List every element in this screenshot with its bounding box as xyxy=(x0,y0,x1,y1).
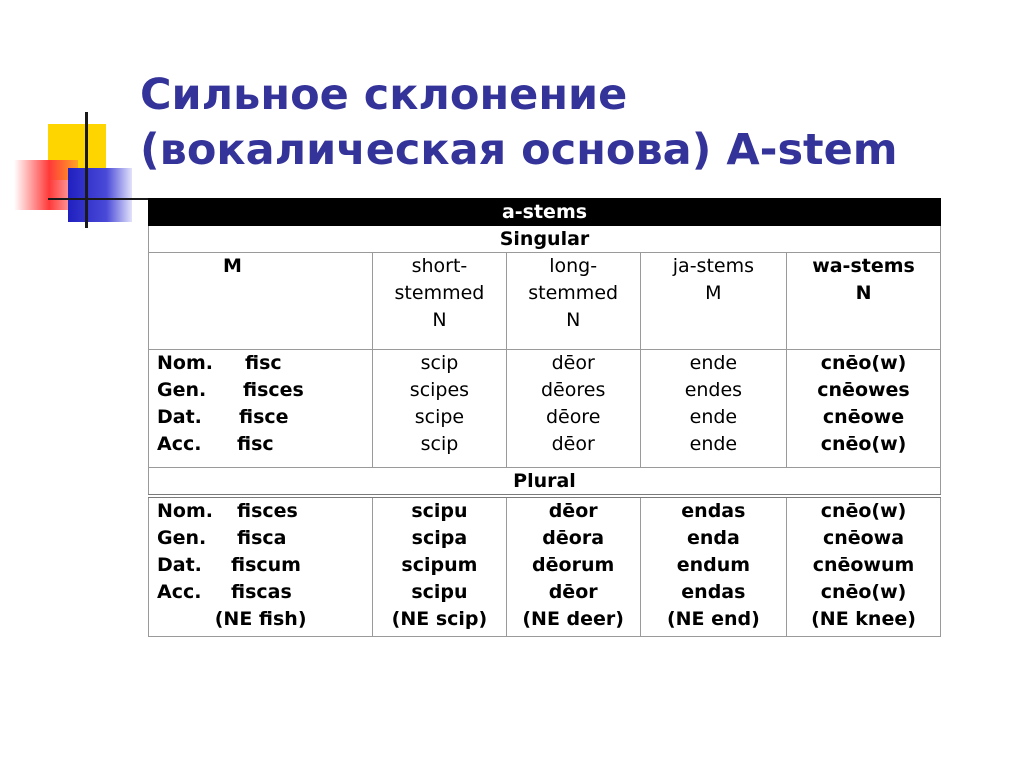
singular-forms-row xyxy=(149,350,941,468)
case-line xyxy=(157,350,372,377)
singular-long-stemmed-cell xyxy=(506,350,640,468)
case-form: fisces xyxy=(243,379,304,401)
column-header-line: long- xyxy=(549,255,598,277)
singular-label: Singular xyxy=(149,226,941,253)
word-form: cnēo(w) xyxy=(820,352,907,374)
plural-ja-stems-cell xyxy=(640,496,786,637)
case-form: fisc xyxy=(237,433,274,455)
slide-title-line-2: (вокалическая основа) A-stem xyxy=(140,125,898,175)
declension-table xyxy=(148,198,941,637)
column-header-line: stemmed xyxy=(394,282,485,304)
table-header-row xyxy=(149,199,941,226)
column-header-line: short- xyxy=(411,255,468,277)
word-form: ende xyxy=(689,352,738,374)
case-name: Nom. xyxy=(157,352,213,374)
plural-long-stemmed-cell xyxy=(506,496,640,637)
column-header-line: stemmed xyxy=(528,282,619,304)
plural-masculine-cell xyxy=(149,496,373,637)
vertical-line xyxy=(85,112,88,228)
case-form: fiscas xyxy=(231,581,292,603)
case-form: fiscum xyxy=(231,554,301,576)
singular-short-stemmed-cell xyxy=(373,350,506,468)
column-header-line: N xyxy=(566,309,581,331)
word-form: dēor xyxy=(548,500,598,522)
word-form: enda xyxy=(686,527,740,549)
word-form: scipu xyxy=(411,581,468,603)
case-line xyxy=(157,404,372,431)
plural-wa-stems-cell xyxy=(787,496,941,637)
column-header-long-stemmed xyxy=(506,253,640,350)
gloss: (NE fish) xyxy=(214,608,307,630)
case-line xyxy=(157,579,372,606)
case-line xyxy=(157,552,372,579)
plural-short-stemmed-cell xyxy=(373,496,506,637)
case-line xyxy=(157,498,372,525)
column-header-line: M xyxy=(705,282,722,304)
singular-ja-stems-cell xyxy=(640,350,786,468)
case-name: Acc. xyxy=(157,433,202,455)
column-header-line: N xyxy=(432,309,447,331)
column-header-line: N xyxy=(855,282,872,304)
case-name: Dat. xyxy=(157,554,202,576)
gloss: (NE end) xyxy=(666,608,760,630)
word-form: scip xyxy=(420,352,459,374)
word-form: ende xyxy=(689,406,738,428)
word-form: scipum xyxy=(401,554,478,576)
word-form: cnēowum xyxy=(812,554,915,576)
word-form: dēore xyxy=(545,406,601,428)
word-form: endas xyxy=(681,500,746,522)
gloss: (NE scip) xyxy=(391,608,488,630)
word-form: scip xyxy=(420,433,459,455)
case-line xyxy=(157,525,372,552)
column-header-line: ja-stems xyxy=(672,255,754,277)
column-header-masculine xyxy=(149,253,373,350)
case-line xyxy=(157,377,372,404)
word-form: dēor xyxy=(551,352,595,374)
case-name: Acc. xyxy=(157,581,202,603)
case-name: Gen. xyxy=(157,379,207,401)
gloss: (NE deer) xyxy=(522,608,624,630)
word-form: dēores xyxy=(540,379,606,401)
case-form: fisc xyxy=(245,352,282,374)
horizontal-line xyxy=(48,198,152,200)
word-form: scipes xyxy=(409,379,470,401)
singular-label-row xyxy=(149,226,941,253)
word-form: scipa xyxy=(411,527,468,549)
column-header-wa-stems xyxy=(787,253,941,350)
word-form: dēor xyxy=(551,433,595,455)
word-form: endum xyxy=(676,554,751,576)
case-form: fisce xyxy=(239,406,289,428)
word-form: cnēowes xyxy=(817,379,910,401)
singular-masculine-cell xyxy=(149,350,373,468)
gloss: (NE knee) xyxy=(811,608,916,630)
case-name: Dat. xyxy=(157,406,202,428)
word-form: cnēowe xyxy=(822,406,905,428)
word-form: scipe xyxy=(414,406,465,428)
word-form: cnēo(w) xyxy=(820,500,907,522)
plural-label-row xyxy=(149,468,941,497)
word-form: cnēo(w) xyxy=(820,581,907,603)
word-form: dēorum xyxy=(532,554,615,576)
column-header-short-stemmed xyxy=(373,253,506,350)
word-form: cnēo(w) xyxy=(820,433,907,455)
word-form: endas xyxy=(681,581,746,603)
word-form: dēor xyxy=(548,581,598,603)
case-form: fisca xyxy=(237,527,287,549)
column-header-row xyxy=(149,253,941,350)
case-line xyxy=(157,431,372,458)
plural-label: Plural xyxy=(149,468,941,497)
case-name: Nom. xyxy=(157,500,213,522)
corner-logo-decoration xyxy=(0,0,160,240)
word-form: dēora xyxy=(542,527,605,549)
slide-title xyxy=(140,68,1000,178)
column-header-line: M xyxy=(223,255,242,277)
case-name: Gen. xyxy=(157,527,207,549)
case-form: fisces xyxy=(237,500,298,522)
plural-forms-row xyxy=(149,496,941,637)
word-form: cnēowa xyxy=(822,527,905,549)
blue-square xyxy=(68,168,132,222)
word-form: ende xyxy=(689,433,738,455)
column-header-ja-stems xyxy=(640,253,786,350)
slide-title-line-1: Сильное склонение xyxy=(140,70,628,120)
word-form: endes xyxy=(684,379,743,401)
table-header: a-stems xyxy=(149,199,941,226)
singular-wa-stems-cell xyxy=(787,350,941,468)
column-header-line: wa-stems xyxy=(812,255,915,277)
word-form: scipu xyxy=(411,500,468,522)
